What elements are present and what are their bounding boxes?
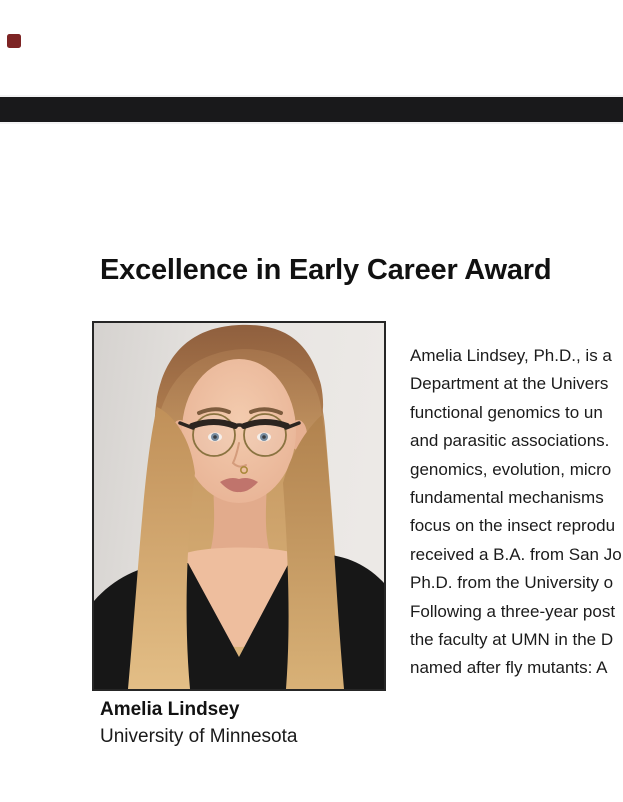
bio-line: the faculty at UMN in the D	[410, 630, 614, 650]
page-title: Excellence in Early Career Award	[100, 254, 552, 286]
bio-line: received a B.A. from San Jo	[410, 544, 622, 564]
profile-figure	[92, 321, 386, 750]
bio-line: named after fly mutants: A	[410, 658, 608, 678]
bio-line: Amelia Lindsey, Ph.D., is a	[410, 346, 612, 365]
bio-line: and parasitic associations.	[410, 431, 610, 451]
black-banner-bar	[0, 95, 623, 124]
bio-line: genomics, evolution, micro	[410, 459, 612, 479]
bio-line: Following a three-year post	[410, 601, 616, 621]
red-square-marker	[7, 34, 21, 48]
bio-line: focus on the insect reprodu	[410, 516, 616, 536]
profile-name: Amelia Lindsey	[100, 699, 240, 720]
bio-text-column	[410, 342, 623, 687]
bio-line: fundamental mechanisms	[410, 488, 604, 508]
bio-line: functional genomics to un	[410, 402, 603, 422]
portrait-photo	[92, 321, 386, 691]
portrait-illustration	[94, 323, 384, 689]
photo-caption	[92, 696, 386, 750]
bio-line: Ph.D. from the University o	[410, 573, 614, 593]
bio-line: Department at the Univers	[410, 374, 609, 394]
profile-affiliation: University of Minnesota	[100, 726, 298, 747]
